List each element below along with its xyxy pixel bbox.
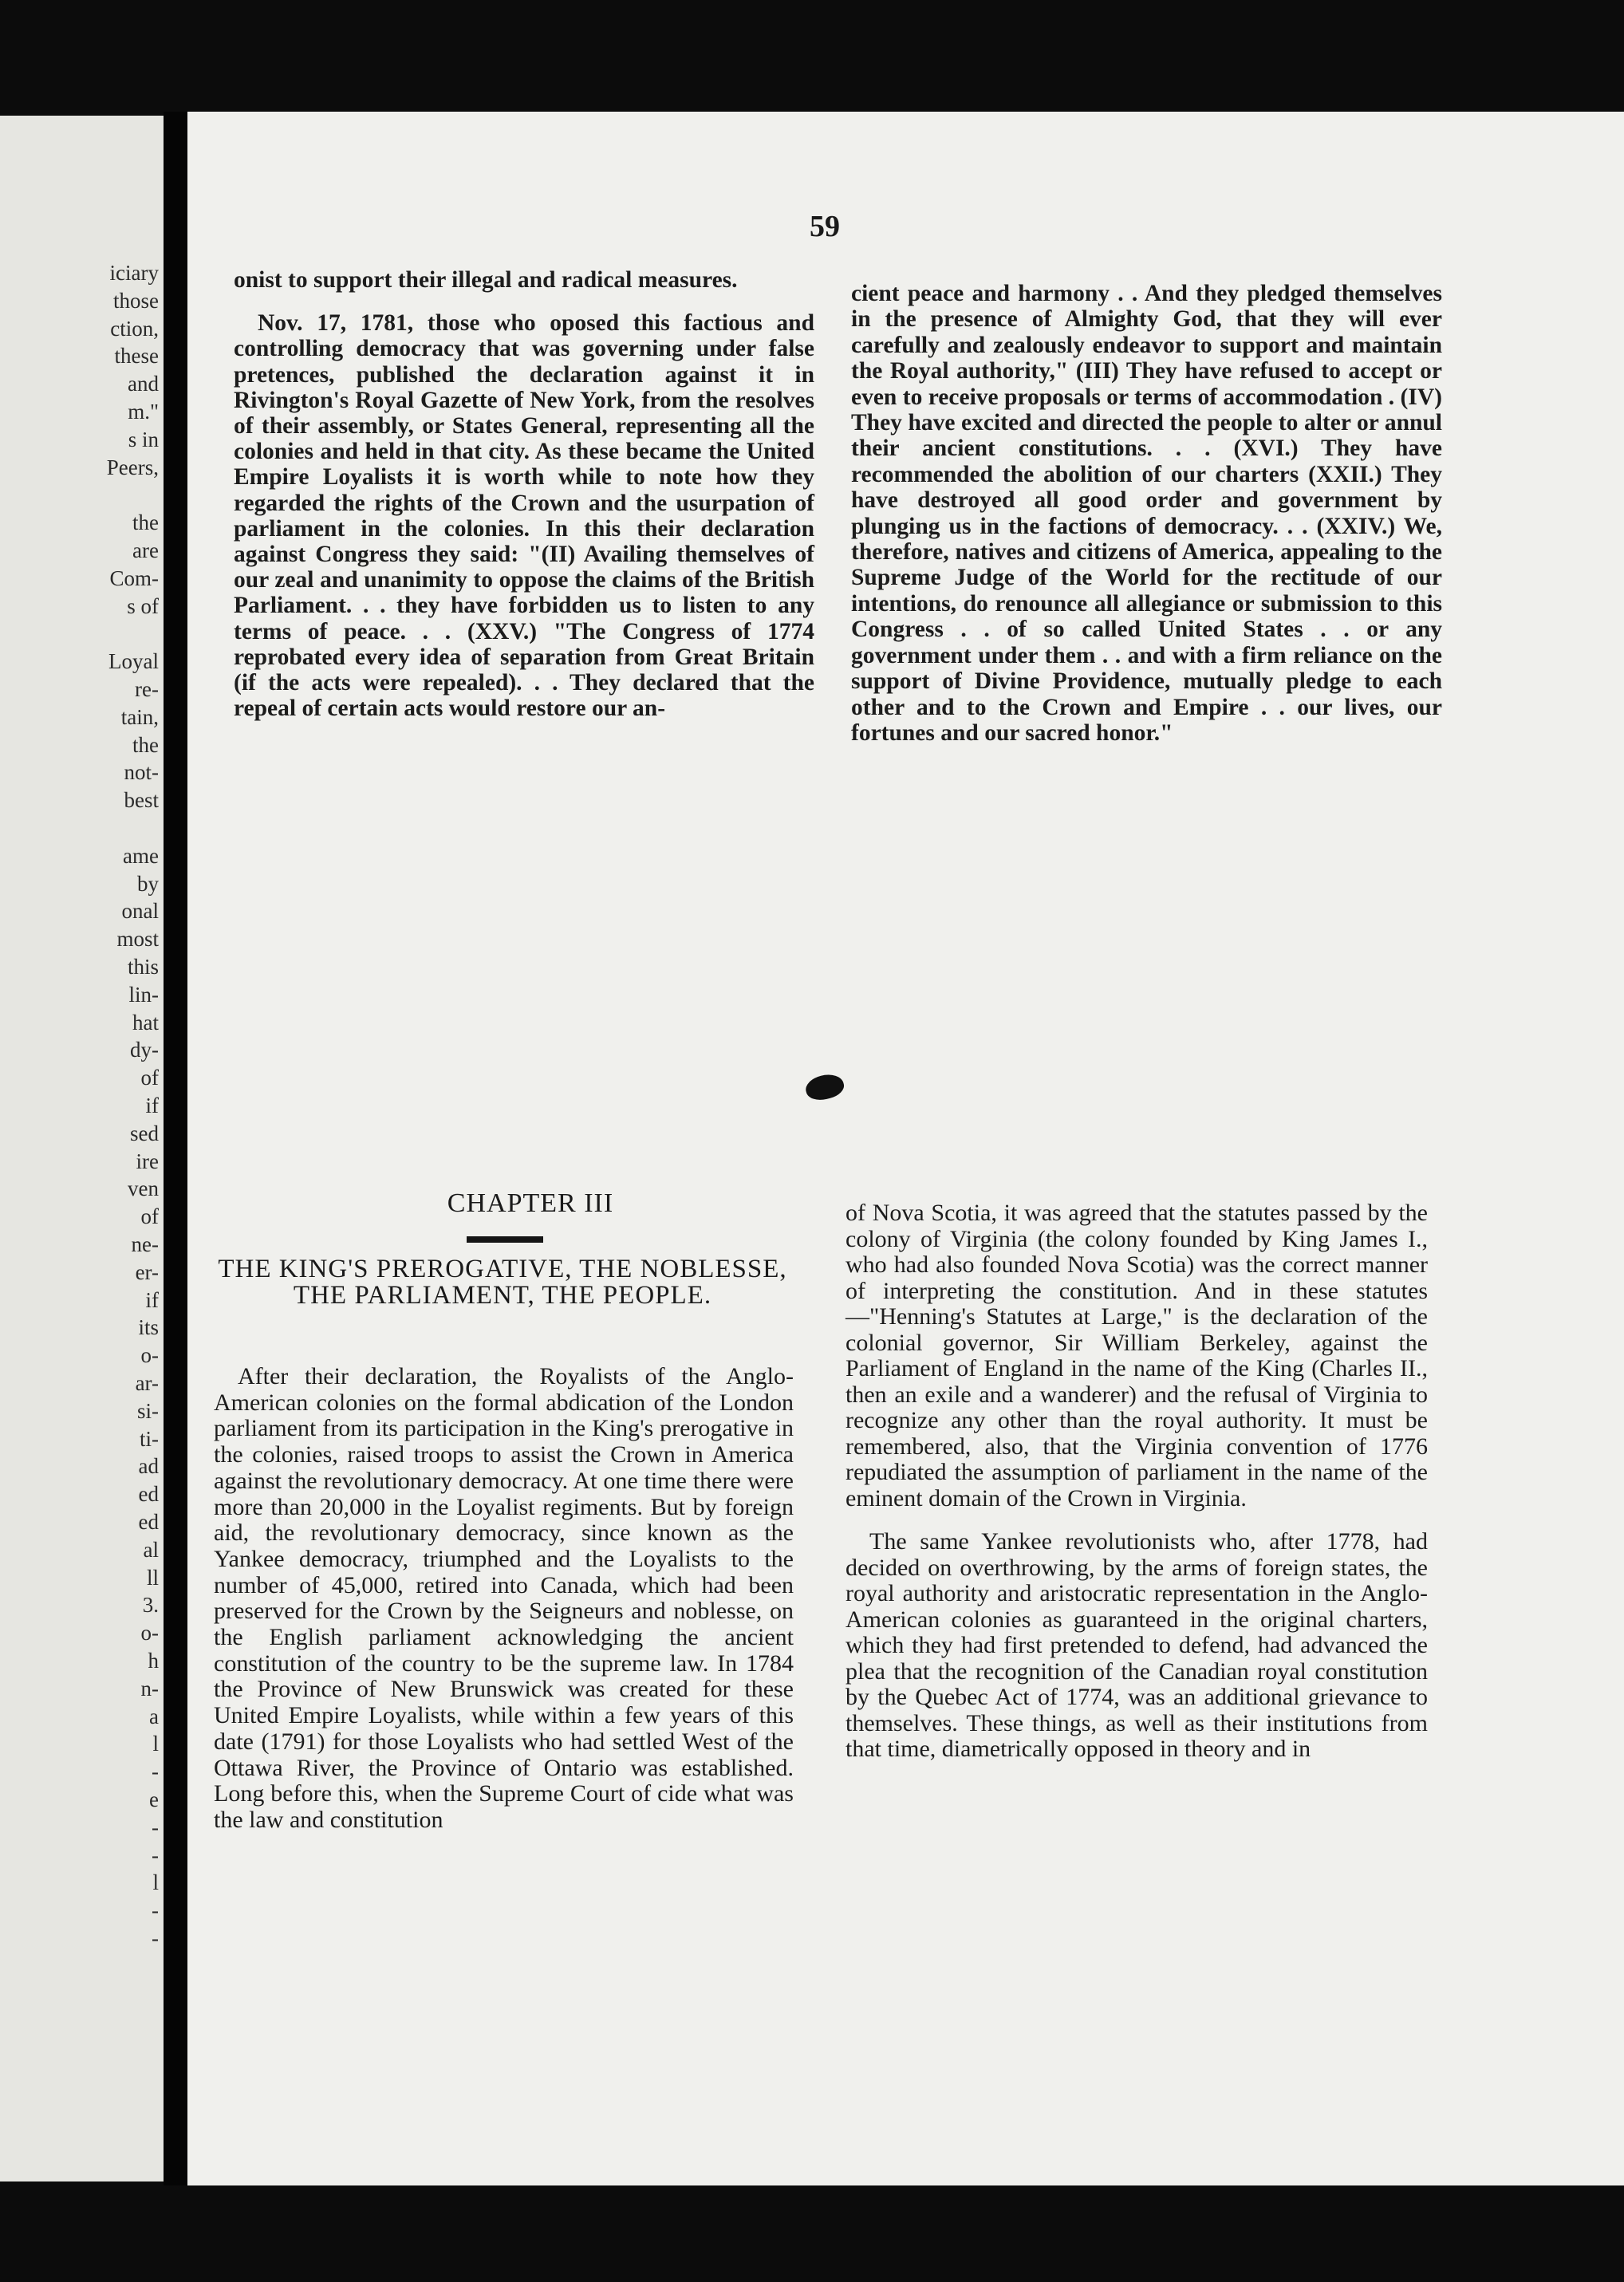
facing-page-text-fragment: er- (135, 1259, 159, 1284)
paragraph: onist to support their illegal and radical measures. (234, 267, 738, 293)
facing-page-text-fragment: of (140, 1204, 159, 1229)
facing-page-text-fragment: ire (136, 1149, 159, 1173)
paragraph: Nov. 17, 1781, those who oposed this factious and controlling democracy that was governing under false pretences, published the declaration against it in Rivington's Royal Gazette of New York, from the resolves of their assembly, or States General, representing all the colonies and held in that city. As these became the United Empire Loyalists it is worth while to note how they regarded the rights of the Crown and the usurpation of parliament in the colonies. In this their declaration against Congress they said: "(II) Availing themselves of our zeal and unanimity to oppose the claims of the British Parliament. . . they have forbidden us to listen to any terms of peace. . . (XXV.) "The Congress of 1774 reprobated every idea of separation from Great Britain (if the acts were repealed). . . They declared that the repeal of certain acts would restore our an- (234, 310, 814, 722)
facing-page-text-fragment: hat (132, 1010, 159, 1035)
facing-page-text-fragment: ne- (131, 1232, 159, 1256)
facing-page-text-fragment: ed (138, 1482, 159, 1507)
facing-page-text-fragment: onal (121, 899, 159, 924)
bottom-right-column (846, 1200, 1428, 1763)
facing-page-text-fragment: l (152, 1870, 159, 1895)
facing-page-text-fragment: if (145, 1287, 159, 1312)
facing-page-text-fragment: ven (128, 1176, 159, 1201)
facing-page-text-fragment: this (127, 955, 159, 979)
facing-page-text-fragment: - (152, 1815, 159, 1839)
facing-page-text-fragment: s in (128, 427, 159, 451)
chapter-number: CHAPTER III (447, 1188, 614, 1218)
facing-page-text-fragment: most (116, 927, 159, 952)
chapter-title: THE KING'S PREROGATIVE, THE NOBLESSE, THE PARLIAMENT, THE PEOPLE. (218, 1255, 787, 1310)
facing-page-text-fragment: 3. (142, 1593, 159, 1618)
facing-page-text-fragment: o- (140, 1621, 159, 1645)
facing-page-text-fragment: si- (137, 1398, 159, 1423)
facing-page-text-fragment: s of (127, 593, 159, 618)
paragraph: cient peace and harmony . . And they pledged themselves in the presence of Almighty God, that they will ever carefully and zealously endeavor to support and maintain the Royal authority," (III) They have refused to accept or even to receive proposals or terms of accommodation . (IV) They have excited and directed the people to alter or annul their ancient constitutions. . . (XVI.) They have recommended the abolition of our charters (XXII.) They have destroyed all good order and government by plunging us in the factions of democracy. . . (XXIV.) We, therefore, natives and citizens of America, appealing to the Supreme Judge of the World for the rectitude of our intentions, do renounce all allegiance or submission to this Congress . . of so called United States . . or any government under them . . and with a firm reliance on the support of Divine Providence, mutually pledge to each other and to the Crown and Empire . . our lives, our fortunes and our sacred honor." (851, 281, 1442, 746)
facing-page-text-fragment: ame (123, 843, 159, 868)
paragraph: The same Yankee revolutionists who, after 1778, had decided on overthrowing, by the arms of foreign states, the royal authority and aristocratic representation in the Anglo-American colonies as guaranteed in the original charters, which they had first pretended to defend, had advanced the plea that the recognition of the Canadian royal constitution by the Quebec Act of 1774, was an additional grievance to themselves. These things, as well as their institutions from that time, diametrically opposed in theory and in (846, 1528, 1428, 1762)
facing-page-text-fragment: a (149, 1704, 159, 1728)
facing-page-text-fragment: dy- (130, 1038, 159, 1062)
facing-page-text-fragment: sed (130, 1121, 159, 1145)
facing-page-text-fragment: best (124, 788, 159, 813)
facing-page-text-fragment: - (152, 1843, 159, 1867)
bottom-left-column (214, 1364, 794, 1834)
facing-page-text-fragment: if (145, 1094, 159, 1117)
facing-page-text-fragment: Peers, (106, 455, 159, 479)
facing-page-text-fragment: - (152, 1760, 159, 1784)
facing-page-text-fragment: its (138, 1315, 159, 1340)
facing-page-text-fragment: these (114, 344, 159, 369)
facing-page-text-fragment: Loyal (108, 649, 159, 674)
facing-page-text-fragment: - (152, 1898, 159, 1923)
facing-page-text-fragment: re- (135, 677, 159, 701)
page-number: 59 (810, 210, 840, 243)
top-right-column (851, 281, 1442, 746)
chapter-rule (467, 1236, 543, 1243)
facing-page-text-fragment: by (137, 871, 159, 896)
paragraph: After their declaration, the Royalists of the Anglo-American colonies on the formal abdication of the London parliament from its participation in the King's prerogative in the colonies, raised troops to assist the Crown in America against the revolutionary democracy. At one time there were more than 20,000 in the Loyalist regiments. But by foreign aid, the revolutionary democracy, since known as the Yankee democracy, triumphed and the Loyalists to the number of 45,000, retired into Canada, which had been preserved for the Crown by the Seigneurs and noblesse, on the English parliament acknowledging the ancient constitution of the country to be the supreme law. In 1784 the Province of New Brunswick was created for these United Empire Loyalists, while within a few years of this date (1791) for those Loyalists who had settled West of the Ottawa River, the Province of Ontario was established. Long before this, when the Supreme Court of cide what was the law and constitution (214, 1363, 794, 1833)
facing-page-text-fragment: ad (138, 1454, 159, 1479)
paragraph: of Nova Scotia, it was agreed that the statutes passed by the colony of Virginia (the colony founded by King James I., who had also founded Nova Scotia) was the correct manner of interpreting the constitution. And in these statutes—"Henning's Statutes at Large," is the declaration of the colonial governor, Sir William Berkeley, against the Parliament of England in the name of the King (Charles II., then an exile and a wanderer) and the refusal of Virginia to recognize any other than the royal authority. It must be remembered, also, that the Virginia convention of 1776 repudiated the assumption of parliament in the name of the eminent domain of the Crown in Virginia. (846, 1200, 1428, 1511)
facing-page-text-fragment: the (132, 510, 159, 535)
facing-page-text-fragment: the (132, 732, 159, 757)
facing-page-text-fragment: Com- (109, 566, 159, 590)
facing-page-text-fragment: tain, (120, 704, 159, 729)
book-gutter (164, 112, 187, 2185)
facing-page-text-fragment: of (140, 1066, 159, 1090)
facing-page-text-fragment: those (113, 288, 159, 313)
facing-page-fragment (0, 116, 164, 2181)
facing-page-text-fragment: al (143, 1537, 159, 1562)
facing-page-text-fragment: ti- (140, 1426, 159, 1451)
facing-page-text-fragment: ll (146, 1565, 159, 1590)
facing-page-text-fragment: m." (128, 400, 159, 424)
facing-page-text-fragment: iciary (109, 261, 159, 285)
facing-page-text-fragment: ar- (135, 1371, 159, 1395)
facing-page-text-fragment: lin- (128, 982, 159, 1007)
facing-page-text-fragment: and (128, 372, 159, 396)
facing-page-text-fragment: ction, (110, 316, 159, 341)
facing-page-text-fragment: not- (124, 760, 159, 785)
facing-page-text-fragment: e (149, 1787, 159, 1811)
facing-page-text-fragment: n- (140, 1676, 159, 1701)
facing-page-text-fragment: o- (140, 1343, 159, 1368)
top-left-column (234, 267, 814, 721)
facing-page-text-fragment: h (148, 1649, 159, 1673)
facing-page-text-fragment: - (152, 1926, 159, 1950)
facing-page-text-fragment: ed (138, 1510, 159, 1534)
facing-page-text-fragment: l (152, 1732, 159, 1756)
facing-page-text-fragment: are (132, 538, 159, 562)
